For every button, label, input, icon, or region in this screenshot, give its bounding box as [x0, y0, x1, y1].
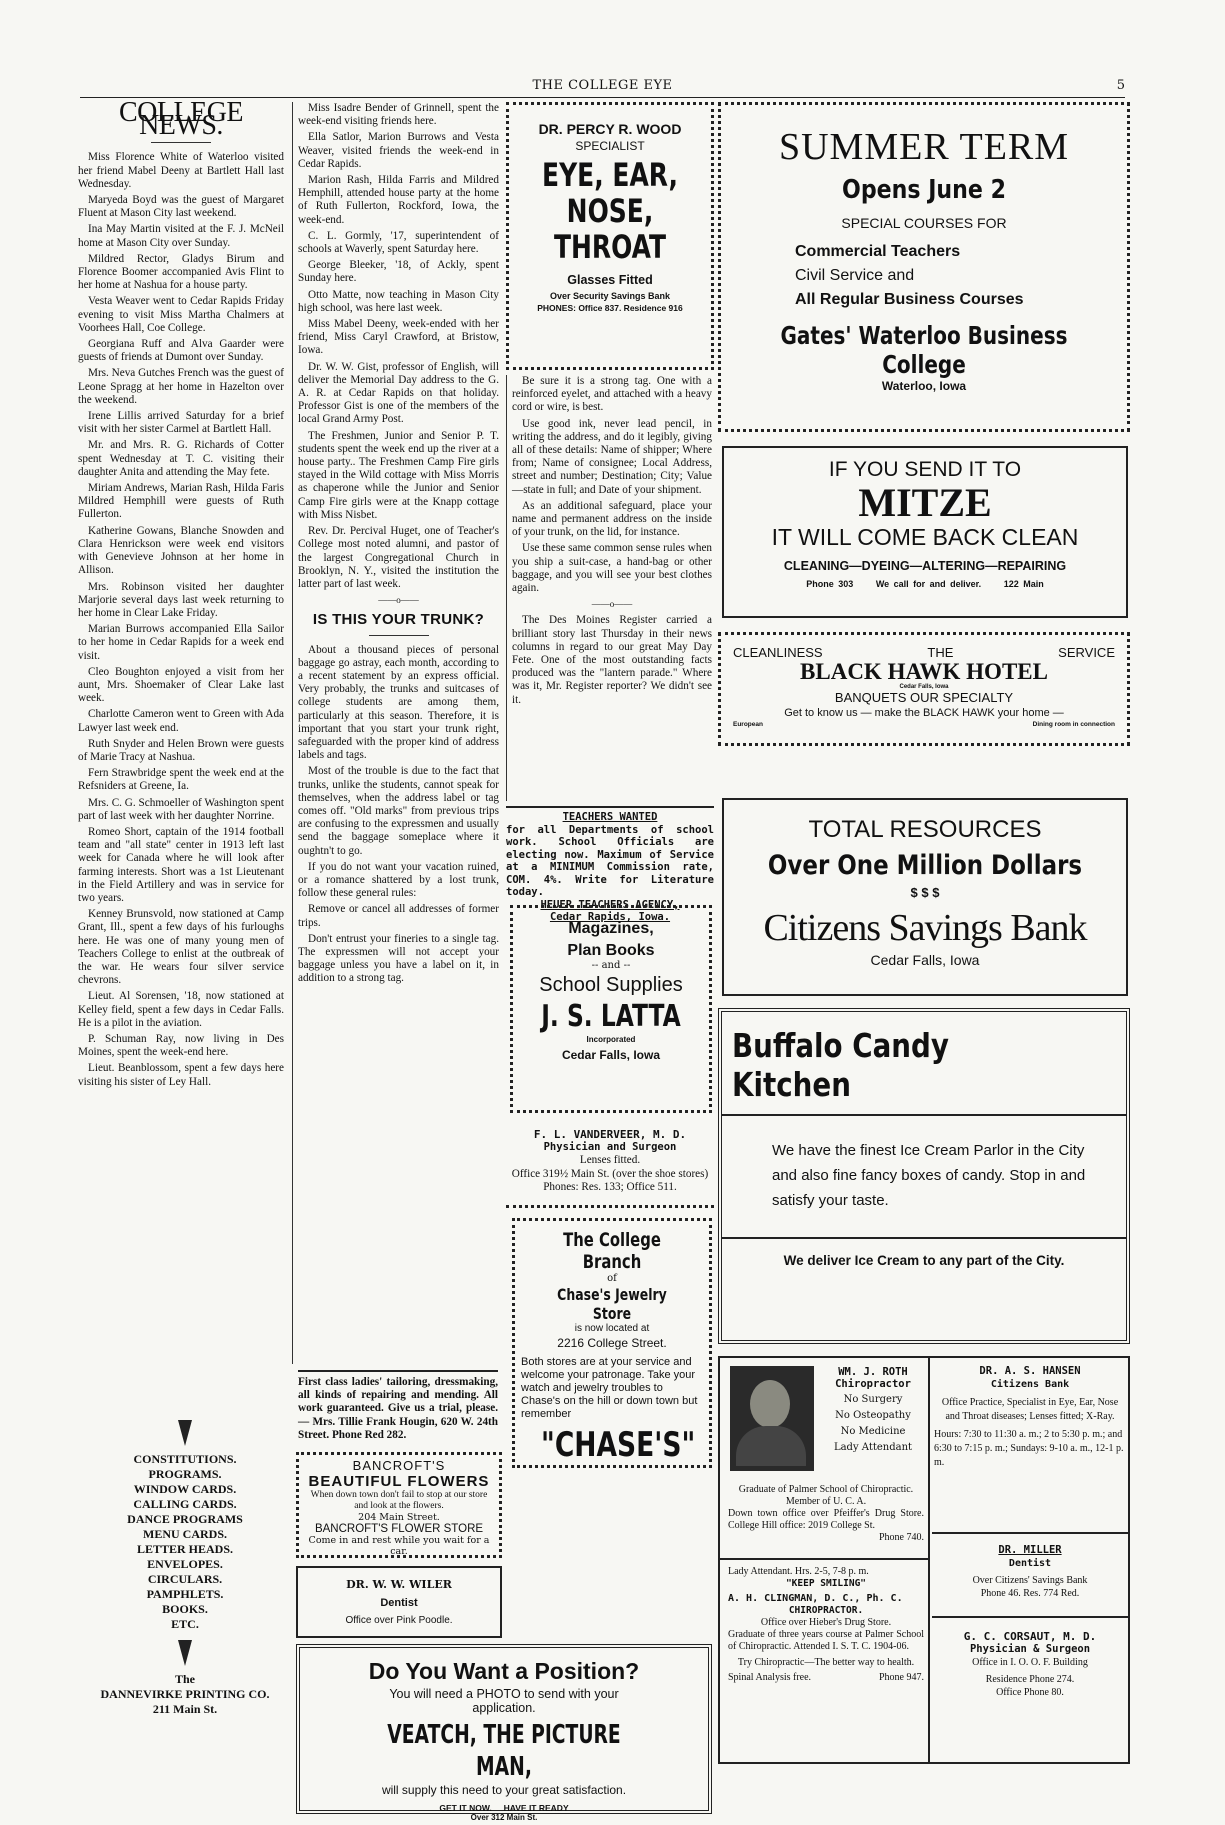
wood-glasses: Glasses Fitted: [567, 273, 653, 287]
trunk-article: [298, 644, 499, 986]
clingman-free: Spinal Analysis free.: [728, 1672, 812, 1683]
roth-l1: No Surgery: [843, 1394, 903, 1405]
college-news-list: [78, 151, 284, 1088]
news-item: Mrs. Robinson visited her daughter Marjorie several days last week returning to her home in Clear Lake Friday.: [78, 580, 284, 619]
news-item: Marian Burrows accompanied Ella Sailor to her home in Cedar Rapids for a week end visit.: [78, 623, 284, 662]
latta-inc: Incorporated: [586, 1035, 636, 1044]
bancroft-line2: Come in and rest while you wait for a car.: [308, 1535, 490, 1557]
veatch-now: GET IT NOW.: [439, 1803, 492, 1813]
trunk-paragraph: Use good ink, never lead pencil, in writing the address, and do it legibly, giving all of these details: Name of shipper; Where from; Name of consignee; Local Address, street and number; Destination; City; Value—state in full; and Date of your shipment.: [512, 417, 712, 496]
wood-phones: PHONES: Office 837. Residence 916: [537, 303, 683, 313]
hawk-city: Cedar Falls, Iowa: [899, 684, 949, 690]
hawk-mid: THE: [927, 645, 954, 660]
veatch-photo-ad: [296, 1644, 712, 1822]
trunk-paragraph: Be sure it is a strong tag. One with a reinforced eyelet, and attached with a heavy cord or wire, is best.: [512, 375, 712, 414]
bancroft-title: BANCROFT'S: [352, 1458, 446, 1473]
news-item: Katherine Gowans, Blanche Snowden and Clara Henrickson were week end visitors with Genevieve Johnson at her home in Allison.: [78, 524, 284, 577]
summer-college: Gates' Waterloo Business College: [780, 321, 1068, 379]
college-news-column: [78, 102, 284, 1377]
printing-service-item: ENVELOPES.: [147, 1557, 223, 1571]
buffalo-candy-ad: [718, 1008, 1130, 1344]
latta-name: J. S. LATTA: [541, 999, 681, 1034]
bancroft-store: BANCROFT'S FLOWER STORE: [314, 1523, 484, 1535]
news-item: Ella Satlor, Marion Burrows and Vesta Weaver, visited friends the week-end in Cedar Rapids.: [298, 131, 499, 170]
news-item: Fern Strawbridge spent the week end at the Refsniders at Greene, Ia.: [78, 767, 284, 793]
mitze-call: We call for and deliver.: [875, 579, 982, 589]
printing-service-item: LETTER HEADS.: [136, 1542, 234, 1556]
news-item: C. L. Gormly, '17, superintendent of schools at Waverly, spent Saturday here.: [298, 229, 499, 256]
hansen-bank: Citizens Bank: [990, 1379, 1070, 1390]
printing-service-item: WINDOW CARDS.: [133, 1482, 237, 1496]
news-item: Miss Isadre Bender of Grinnell, spent the week-end visiting friends here.: [298, 102, 499, 128]
citizens-bank-ad: [722, 798, 1128, 996]
bank-city: Cedar Falls, Iowa: [870, 952, 980, 968]
summer-term-ad: [718, 102, 1130, 432]
trunk-paragraph: If you do not want your vacation ruined, or a romance shattered by a lost trunk, follow these general rules:: [298, 860, 499, 900]
trunk-heading: IS THIS YOUR TRUNK?: [312, 611, 485, 629]
latta-city: Cedar Falls, Iowa: [561, 1048, 661, 1062]
bank-total: TOTAL RESOURCES: [808, 816, 1042, 843]
trunk-paragraph: Don't entrust your fineries to a single tag. The expressmen will not accept your baggage unless you have a label on it, in addition to a strong tag.: [298, 932, 499, 985]
chase-body: Both stores are at your service and welcome your patronage. Take your watch and jewelry troubles to Chase's on the hill or down town but remember: [521, 1356, 698, 1420]
news-item: George Bleeker, '18, of Ackly, spent Sunday here.: [298, 259, 499, 285]
roth-phone: Phone 740.: [879, 1532, 924, 1543]
news-item: Mrs. C. G. Schmoeller of Washington spent part of last week with her daughter Norrine.: [78, 796, 284, 822]
mitze-name: MITZE: [858, 480, 992, 525]
register-article: The Des Moines Register carried a brilliant story last Thursday in their news columns in regard to our great May Day Fete. One of the most outstanding facts produced was the "lantern parade." Where was it, Mr. Register reporter? We didn't see it.: [512, 614, 712, 706]
hawk-tagline: Get to know us — make the BLACK HAWK your home —: [784, 707, 1064, 719]
hansen-hours: Hours: 7:30 to 11:30 a. m.; 2 to 5:30 p. m.; and 6:30 to 7:15 p. m.; Sundays: 9-10 a. m., 12-1 p. m.: [934, 1429, 1124, 1468]
corsaut-off: Office Phone 80.: [996, 1687, 1064, 1698]
veatch-name: VEATCH, THE PICTURE MAN,: [387, 1720, 621, 1782]
clingman-phone: Phone 947.: [879, 1672, 924, 1683]
corsaut-title: Physician & Surgeon: [969, 1643, 1091, 1655]
bancroft-address: 204 Main Street.: [358, 1512, 440, 1523]
printing-the: The: [174, 1672, 195, 1686]
mitze-ad: [722, 446, 1128, 618]
news-item: Romeo Short, captain of the 1914 football team and "all state" center in 1913 left last week for Canada where he will look after farming interests. Short was a 1st Lieutenant in the Field Artillery and was in service for two years.: [78, 825, 284, 904]
vanderveer-name: F. L. VANDERVEER, M. D.: [533, 1128, 687, 1141]
college-news-heading: COLLEGE NEWS.: [118, 102, 244, 142]
printing-service-item: BOOKS.: [162, 1602, 208, 1616]
news-item: Maryeda Boyd was the guest of Margaret Fluent at Mason City last weekend.: [78, 194, 284, 220]
veatch-need: You will need a PHOTO to send with your application.: [389, 1687, 619, 1715]
corsaut-ad: [934, 1630, 1126, 1699]
miller-phones: Phone 46. Res. 774 Red.: [980, 1588, 1080, 1599]
veatch-ready: HAVE IT READY: [503, 1803, 569, 1813]
latta-line2: Plan Books: [567, 942, 655, 959]
news-item: Irene Lillis arrived Saturday for a brief visit with her sister Carmel at Bartlett Hall.: [78, 410, 284, 436]
printing-service-item: DANCE PROGRAMS: [127, 1512, 243, 1526]
page-header: [80, 78, 1125, 98]
vanderveer-phones: Phones: Res. 133; Office 511.: [543, 1180, 677, 1193]
hansen-practice: Office Practice, Specialist in Eye, Ear, Nose and Throat diseases; Lenses fitted; X-Ray.: [941, 1397, 1119, 1422]
wood-line2: NOSE,: [566, 192, 654, 230]
latta-line3: School Supplies: [539, 974, 683, 996]
news-item: Vesta Weaver went to Cedar Rapids Friday evening to visit Miss Martha Chalmers at Voorhees Hall, Coe College.: [78, 295, 284, 334]
bank-dollars: $ $ $: [910, 885, 940, 900]
roth-grad: Graduate of Palmer School of Chiropractic.: [738, 1484, 914, 1495]
roth-portrait: [730, 1366, 814, 1471]
roth-title: Chiropractor: [835, 1378, 911, 1390]
corsaut-office: Office in I. O. O. F. Building: [972, 1657, 1088, 1668]
divider: [151, 142, 211, 143]
news-item: Mr. and Mrs. R. G. Richards of Cotter spent Wednesday at T. C. visiting their daughter Anita and attending the May fete.: [78, 439, 284, 478]
wood-specialist: SPECIALIST: [575, 139, 645, 153]
news-item: P. Schuman Ray, now living in Des Moines, spent the week-end here.: [78, 1033, 284, 1059]
corsaut-name: G. C. CORSAUT, M. D.: [963, 1630, 1097, 1643]
printing-service-item: CALLING CARDS.: [133, 1497, 237, 1511]
vanderveer-lenses: Lenses fitted.: [579, 1154, 641, 1167]
teachers-city: Cedar Rapids, Iowa.: [549, 911, 671, 923]
clingman-office: Office over Hieber's Drug Store.: [760, 1617, 892, 1628]
news-item: Mrs. Neva Gutches French was the guest of Leone Spragg at her home in Hazelton over the weekend.: [78, 367, 284, 406]
candy-body: We have the finest Ice Cream Parlor in the City and also fine fancy boxes of candy. Stop in and satisfy your taste.: [772, 1142, 1086, 1209]
clingman-name: A. H. CLINGMAN, D. C., Ph. C.: [728, 1593, 903, 1604]
trunk-paragraph: Most of the trouble is due to the fact that trunks, unlike the students, cannot speak for themselves, when the address label or tag comes off. "Old marks" from previous trips are confusing to the expressmen and usually send the baggage someplace where it oughtn't to go.: [298, 765, 499, 857]
news-column-3: [506, 375, 712, 801]
news-item: Miss Florence White of Waterloo visited her friend Mabel Deeny at Bartlett Hall last Wednesday.: [78, 151, 284, 190]
hansen-name: DR. A. S. HANSEN: [979, 1365, 1081, 1377]
roth-name: WM. J. ROTH: [838, 1366, 908, 1378]
news-item: The Freshmen, Junior and Senior P. T. students spent the week end up the river at a house party.. The Freshmen Camp Fire girls stayed in the Wild cottage with Miss Morris as chaperone while the Junior and Senior Camp Fire girls were at the Knapp cottage with Miss Nisbet.: [298, 429, 499, 521]
news-item: Otto Matte, now teaching in Mason City high school, was here last week.: [298, 288, 499, 314]
veatch-supply: will supply this need to your great satisfaction.: [381, 1783, 627, 1797]
hawk-left: CLEANLINESS: [733, 645, 823, 660]
printing-service-item: CONSTITUTIONS.: [133, 1452, 237, 1466]
candy-title: Buffalo Candy Kitchen: [732, 1026, 949, 1104]
bank-amount: Over One Million Dollars: [767, 850, 1083, 881]
mitze-address: 122 Main: [1003, 579, 1044, 589]
chase-located: is now located at: [574, 1323, 650, 1334]
clingman-try: Try Chiropractic—The better way to health.: [737, 1657, 915, 1668]
bank-name: Citizens Savings Bank: [763, 907, 1087, 949]
summer-city: Waterloo, Iowa: [881, 379, 967, 393]
chase-address: 2216 College Street.: [557, 1336, 667, 1350]
vanderveer-office: Office 319½ Main St. (over the shoe stores): [511, 1167, 709, 1180]
pen-nib-icon: [178, 1640, 192, 1666]
newspaper-title: THE COLLEGE EYE: [532, 78, 673, 93]
black-hawk-hotel-ad: [718, 632, 1130, 746]
hawk-name: BLACK HAWK HOTEL: [800, 659, 1048, 684]
news-item: Georgiana Ruff and Alva Gaarder were guests of friends at Dumont over Sunday.: [78, 338, 284, 364]
wood-name: DR. PERCY R. WOOD: [538, 121, 682, 137]
hawk-european: European: [733, 721, 763, 728]
wood-line3: THROAT: [553, 228, 667, 266]
clingman-grad: Graduate of three years course at Palmer School of Chiropractic. Attended I. S. T. C. 1904-06.: [728, 1629, 924, 1652]
mitze-line2: IT WILL COME BACK CLEAN: [771, 524, 1079, 550]
wiler-title: Dentist: [380, 1597, 418, 1609]
bancroft-line1: When down town don't fail to stop at our store and look at the flowers.: [310, 1490, 488, 1511]
miller-name: DR. MILLER: [998, 1544, 1062, 1556]
summer-course1: Commercial Teachers: [795, 243, 961, 260]
printing-service-item: PROGRAMS.: [148, 1467, 222, 1481]
printing-service-item: MENU CARDS.: [143, 1527, 227, 1541]
page-number: 5: [1116, 78, 1125, 93]
chase-title: The College Branch: [563, 1229, 661, 1273]
printing-service-item: CIRCULARS.: [147, 1572, 223, 1586]
clingman-title: CHIROPRACTOR.: [788, 1605, 864, 1616]
roth-l3: No Medicine: [840, 1426, 906, 1437]
news-item: Miss Mabel Deeny, week-ended with her friend, Miss Caryl Crawford, at Bristow, Iowa.: [298, 318, 499, 357]
teachers-agency: HEUER TEACHERS AGENCY,: [540, 898, 680, 911]
teachers-wanted-ad: [506, 806, 714, 923]
clingman-top: Lady Attendant. Hrs. 2-5, 7-8 p. m.: [728, 1566, 869, 1577]
roth-member: Member of U. C. A.: [785, 1496, 867, 1507]
wiler-name: DR. W. W. WILER: [346, 1578, 452, 1591]
miller-ad: [934, 1544, 1126, 1600]
college-news-list-2: [298, 102, 499, 591]
vanderveer-title: Physician and Surgeon: [543, 1141, 677, 1154]
separator: ——o——: [591, 599, 633, 610]
trunk-paragraph: About a thousand pieces of personal baggage go astray, each month, according to a recent statement by an express official. Very probably, the trunks and suitcases of college students are among them, particularly at this season. Therefore, it is important that you start your trunk right, safeguarded with the proper kind of address labels and tags.: [298, 643, 499, 762]
miller-title: Dentist: [1008, 1558, 1052, 1569]
summer-course2: Civil Service and: [795, 267, 915, 284]
veatch-title: Do You Want a Position?: [368, 1658, 640, 1684]
clingman-motto: "KEEP SMILING": [785, 1578, 867, 1589]
bancroft-subtitle: BEAUTIFUL FLOWERS: [308, 1473, 490, 1490]
summer-course3: All Regular Business Courses: [795, 291, 1024, 308]
news-item: Rev. Dr. Percival Huget, one of Teacher's College most noted alumni, and pastor of the largest Congregational Church in Brooklyn, N. Y., visited the institution the latter part of last week.: [298, 525, 499, 590]
news-item: Ina May Martin visited at the F. J. McNeil home at Mason City over Sunday.: [78, 223, 284, 249]
summer-title: SUMMER TERM: [778, 126, 1070, 168]
tailoring-ad: [298, 1370, 498, 1442]
chase-name: "CHASE'S": [541, 1425, 696, 1465]
news-item: Miriam Andrews, Marian Rash, Hilda Faris Mildred Hemphill were guests of Ruth Fullerton.: [78, 482, 284, 521]
vanderveer-ad: [506, 1122, 714, 1208]
news-item: Cleo Boughton enjoyed a visit from her aunt, Mrs. Shoemaker of Clear Lake last week.: [78, 665, 284, 705]
news-item: Charlotte Cameron went to Green with Ada Lawyer last week end.: [78, 708, 284, 734]
hawk-banquets: BANQUETS OUR SPECIALTY: [834, 690, 1014, 705]
dannevirke-printing-ad: [90, 1420, 280, 1717]
printing-company: DANNEVIRKE PRINTING CO.: [100, 1687, 270, 1701]
wiler-dentist-ad: [296, 1566, 502, 1638]
separator: ——o——: [378, 595, 419, 606]
roth-clingman-panel: [720, 1358, 930, 1764]
news-item: Kenney Brunsvold, now stationed at Camp Grant, Ill., spent a few days of his furloughs here. He was one of many young men of Teachers College to enlist at the outbreak of the war. He wears four silver service chevrons.: [78, 908, 284, 987]
latta-and: -- and --: [591, 960, 631, 971]
candy-deliver: We deliver Ice Cream to any part of the City.: [783, 1253, 1065, 1268]
printing-service-item: ETC.: [171, 1617, 199, 1631]
trunk-paragraph: Remove or cancel all addresses of former trips.: [298, 903, 499, 929]
divider: [369, 635, 429, 636]
teachers-title: TEACHERS WANTED: [562, 811, 658, 823]
roth-l2: No Osteopathy: [835, 1410, 911, 1421]
chase-of: of: [607, 1273, 617, 1284]
roth-l4: Lady Attendant: [833, 1442, 913, 1453]
news-item: Lieut. Al Sorensen, '18, now stationed at Kelley field, spent a few days in Cedar Falls. He is a pilot in the aviation.: [78, 990, 284, 1029]
summer-special: SPECIAL COURSES FOR: [841, 215, 1007, 231]
mitze-phone: Phone 303: [806, 579, 854, 589]
news-item: Lieut. Beanblossom, spent a few days here visiting his sister of Ley Hall.: [78, 1062, 284, 1088]
pen-nib-icon: [178, 1420, 192, 1446]
roth-office: Down town office over Pfeiffer's Drug Store. College Hill office: 2019 College St.: [728, 1508, 924, 1531]
latta-ad: [510, 905, 712, 1113]
news-item: Dr. W. W. Gist, professor of English, will deliver the Memorial Day address to the G. A. R. at Cedar Rapids on that holiday. Professor Gist is one of the members of the local Grand Army Post.: [298, 360, 499, 426]
veatch-address: Over 312 Main St.: [470, 1813, 538, 1822]
news-item: Marion Rash, Hilda Farris and Mildred Hemphill, attended house party at the home of Ruth Fullerton, Rockford, Iowa, the week-end.: [298, 174, 499, 226]
doctors-directory: [718, 1356, 1130, 1764]
printing-address: 211 Main St.: [152, 1702, 218, 1716]
teachers-body: for all Departments of school work. School Officials are electing now. Maximum of Service at a MINIMUM Commission rate, COM. 4%. Write for Literature today.: [506, 823, 714, 898]
mitze-line1: IF YOU SEND IT TO: [828, 458, 1022, 481]
trunk-article-continued: [512, 375, 712, 595]
wood-over: Over Security Savings Bank: [549, 291, 671, 301]
printing-service-item: PAMPHLETS.: [146, 1587, 224, 1601]
mitze-services: CLEANING—DYEING—ALTERING—REPAIRING: [783, 559, 1067, 573]
news-item: Mildred Rector, Gladys Birum and Florence Boomer accompanied Avis Flint to her home at Nashua for a house party.: [78, 252, 284, 292]
corsaut-res: Residence Phone 274.: [985, 1674, 1075, 1685]
latta-line1: Magazines,: [568, 920, 654, 937]
summer-opens: Opens June 2: [842, 175, 1006, 205]
bancroft-flowers-ad: [296, 1452, 502, 1558]
hawk-dining: Dining room in connection: [1032, 721, 1115, 728]
trunk-paragraph: As an additional safeguard, place your name and permanent address on the inside of your trunk, on the lid, for instance.: [512, 499, 712, 539]
trunk-paragraph: Use these same common sense rules when you ship a suit-case, a hand-bag or other baggage, and you will see your best clothes again.: [512, 542, 712, 595]
printing-services-list: [90, 1452, 280, 1632]
tailoring-text: First class ladies' tailoring, dressmaking, all kinds of repairing and mending. All work guaranteed. Give us a trial, please.— Mrs. Tillie Frank Hougin, 620 W. 24th Street. Phone Red 282.: [298, 1376, 498, 1441]
miller-over: Over Citizens' Savings Bank: [972, 1575, 1088, 1586]
wiler-office: Office over Pink Poodle.: [345, 1615, 453, 1626]
wood-line1: EYE, EAR,: [542, 156, 678, 194]
wood-specialist-ad: [506, 102, 714, 370]
hawk-right: SERVICE: [1058, 645, 1115, 660]
chase-store: Chase's Jewelry Store: [557, 1285, 667, 1323]
hansen-ad: [934, 1364, 1126, 1470]
chase-jewelry-ad: [512, 1218, 712, 1468]
news-item: Ruth Snyder and Helen Brown were guests of Marie Tracy at Nashua.: [78, 737, 284, 763]
news-column-2: [292, 102, 499, 1364]
